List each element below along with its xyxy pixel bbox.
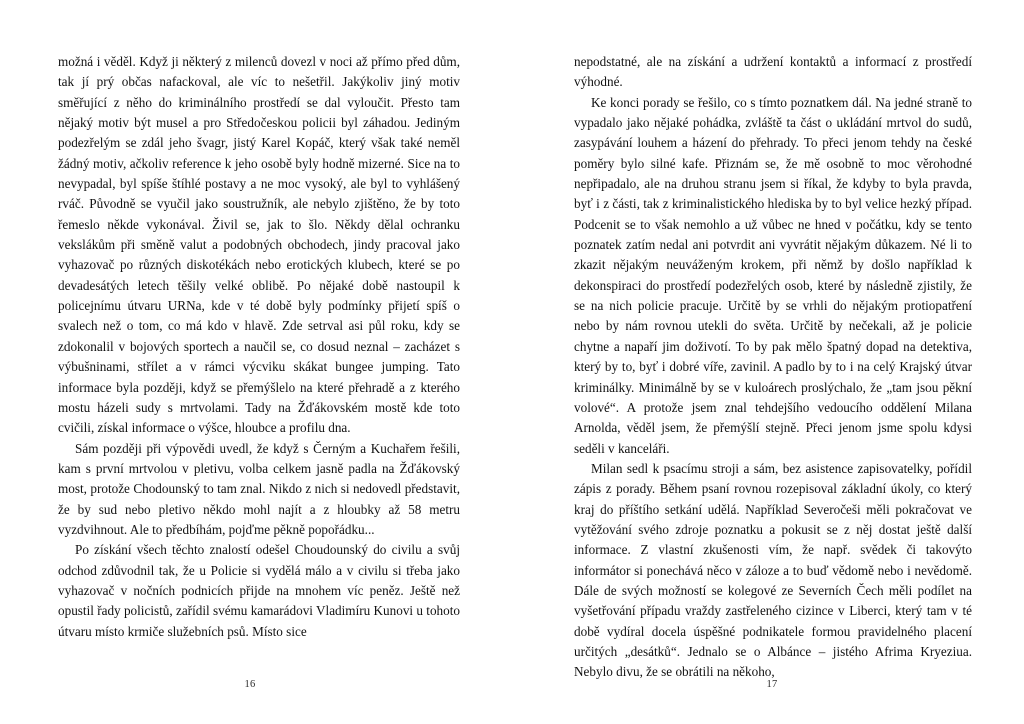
page-right-text-column [512,0,1024,724]
page-right [512,0,1024,724]
page-number-right: 17 [766,679,778,690]
paragraph: nepodstatné, ale na získání a udržení kontaktů a informací z prostředí výhodné. [574,54,972,90]
page-number-left: 16 [244,679,256,690]
paragraph: Ke konci porady se řešilo, co s tímto poznatkem dál. Na jedné straně to vypadalo jako nějaké pohádka, zvláště ta část o ukládání mrtvol do sudů, zasypávání louhem a házení do přehrady. To přeci jenom tehdy na české poměry bylo silné kafe. Přiznám se, že mě osobně to moc věrohodné nepřipadalo, ale na druhou stranu jsem si říkal, že kdyby to byla pravda, byť i z části, tak z kriminalistického hlediska by to byl velice hezký případ. Podcenit se to však nemohlo a už vůbec ne hned v počátku, kdy se tento poznatek zatím nedal ani potvrdit ani vyvrátit nějakým důkazem. Né li to zkazit nějakým neuváženým krokem, při němž by došlo například k dekonspiraci do prostředí podezřelých osob, které by následně zjistily, že se na nich policie pracuje. Určitě by se vrhli do nějakým protiopatření nebo by nám rovnou utekli do světa. Určitě by nečekali, až je policie chytne a napaří jim doživotí. To by pak mělo špatný dopad na detektiva, který by to, byť i dobré víře, zavinil. A padlo by to i na celý Krajský útvar kriminálky. Minimálně by se v kuloárech proslýchalo, že „tam jsou pěkní volové“. A protože jsem znal tehdejšího vedoucího oddělení Milana Arnolda, věděl jsem, že přemýšlí stejně. Přeci jenom jsme spolu kdysi seděli v kanceláři. [574,94,972,456]
paragraph: Milan sedl k psacímu stroji a sám, bez asistence zapisovatelky, pořídil zápis z porady. Během psaní rovnou rozepisoval základní úkoly, co který kraj do příštího setkání udělá. Například Severočeši měli pokračovat ve vytěžování svého zdroje poznatku a pokusit se z něj dostat ještě další informace. Z vlastní zkušenosti vím, že např. svědek či takovýto informátor si ponechává něco v záloze a to buď vědomě nebo i nevědomě. Dále de svých možností se kolegové ze Severních Čech měli podílet na vyšetřování případu vraždy zastřeleného cizince v Liberci, který tam v té době vydíral docela úspěšné podnikatele formou pravidelného placení určitých „desátků“. Jednalo se o Albánce – jistého Afrima Kryeziua. Nebylo divu, že se obrátili na někoho, [574,460,972,680]
paragraph: Sám později při výpovědi uvedl, že když s Černým a Kuchařem řešili, kam s první mrtvolou v pletivu, volba celkem jasně padla na Žďákovský most, protože Chodounský to tam znal. Nikdo z nich si nedovedl představit, že by sud nebo pletivo někdo mohl najít a z hloubky až 58 metru vyzdvihnout. Ale to předbíhám, pojďme pěkně popořádku... [58,440,460,537]
paragraph: možná i věděl. Když ji některý z milenců dovezl v noci až přímo před dům, tak jí prý občas nafackoval, ale víc to nešetřil. Jakýkoliv jiný motiv směřující z něho do kriminálního prostředí se dal vyloučit. Přesto tam nějaký motiv být musel a pro Středočeskou policii byl záhadou. Jediným podezřelým se zdál jeho švagr, jistý Karel Kopáč, který však také neměl žádný motiv, ačkoliv reference k jeho osobě byly hodně mizerné. Sice na to nevypadal, byl spíše štíhlé postavy a ne moc vysoký, ale byl to vyhlášený rváč. Původně se vyučil jako soustružník, ale nebylo zjištěno, že by toto řemeslo někde vykonával. Živil se, jak to šlo. Někdy dělal ochranku vekslákům při směně valut a podobných obchodech, jindy pracoval jako vyhazovač po různých diskotékách nebo erotických klubech, které se po devadesátých letech těšily velké oblibě. Po nějaké době nastoupil k policejnímu útvaru URNa, kde v té době byly podmínky přijetí spíš o svalech než o tom, co má kdo v hlavě. Zde setrval asi půl roku, kdy se zdokonalil v bojových sportech a naučil se, co dosud neznal – zacházet s výbušninami, střílet a v rámci výcviku skákat bungee jumping. Tato informace byla později, když se přemýšlelo na které přehradě a z kterého mostu házeli sudy s mrtvolami. Tady na Žďákovském mostě kde toto cvičili, získal informace o výšce, hloubce a profilu dna. [58,54,460,436]
paragraph: Po získání všech těchto znalostí odešel Choudounský do civilu a svůj odchod zdůvodnil tak, že u Policie si vydělá málo a v civilu si třeba jako vyhazovač v nočních podnicích přijde na mnohem víc peněz. Ještě než opustil řady policistů, zařídil svému kamarádovi Vladimíru Kunovi u tohoto útvaru místo krmiče služebních psů. Místo sice [58,542,460,639]
